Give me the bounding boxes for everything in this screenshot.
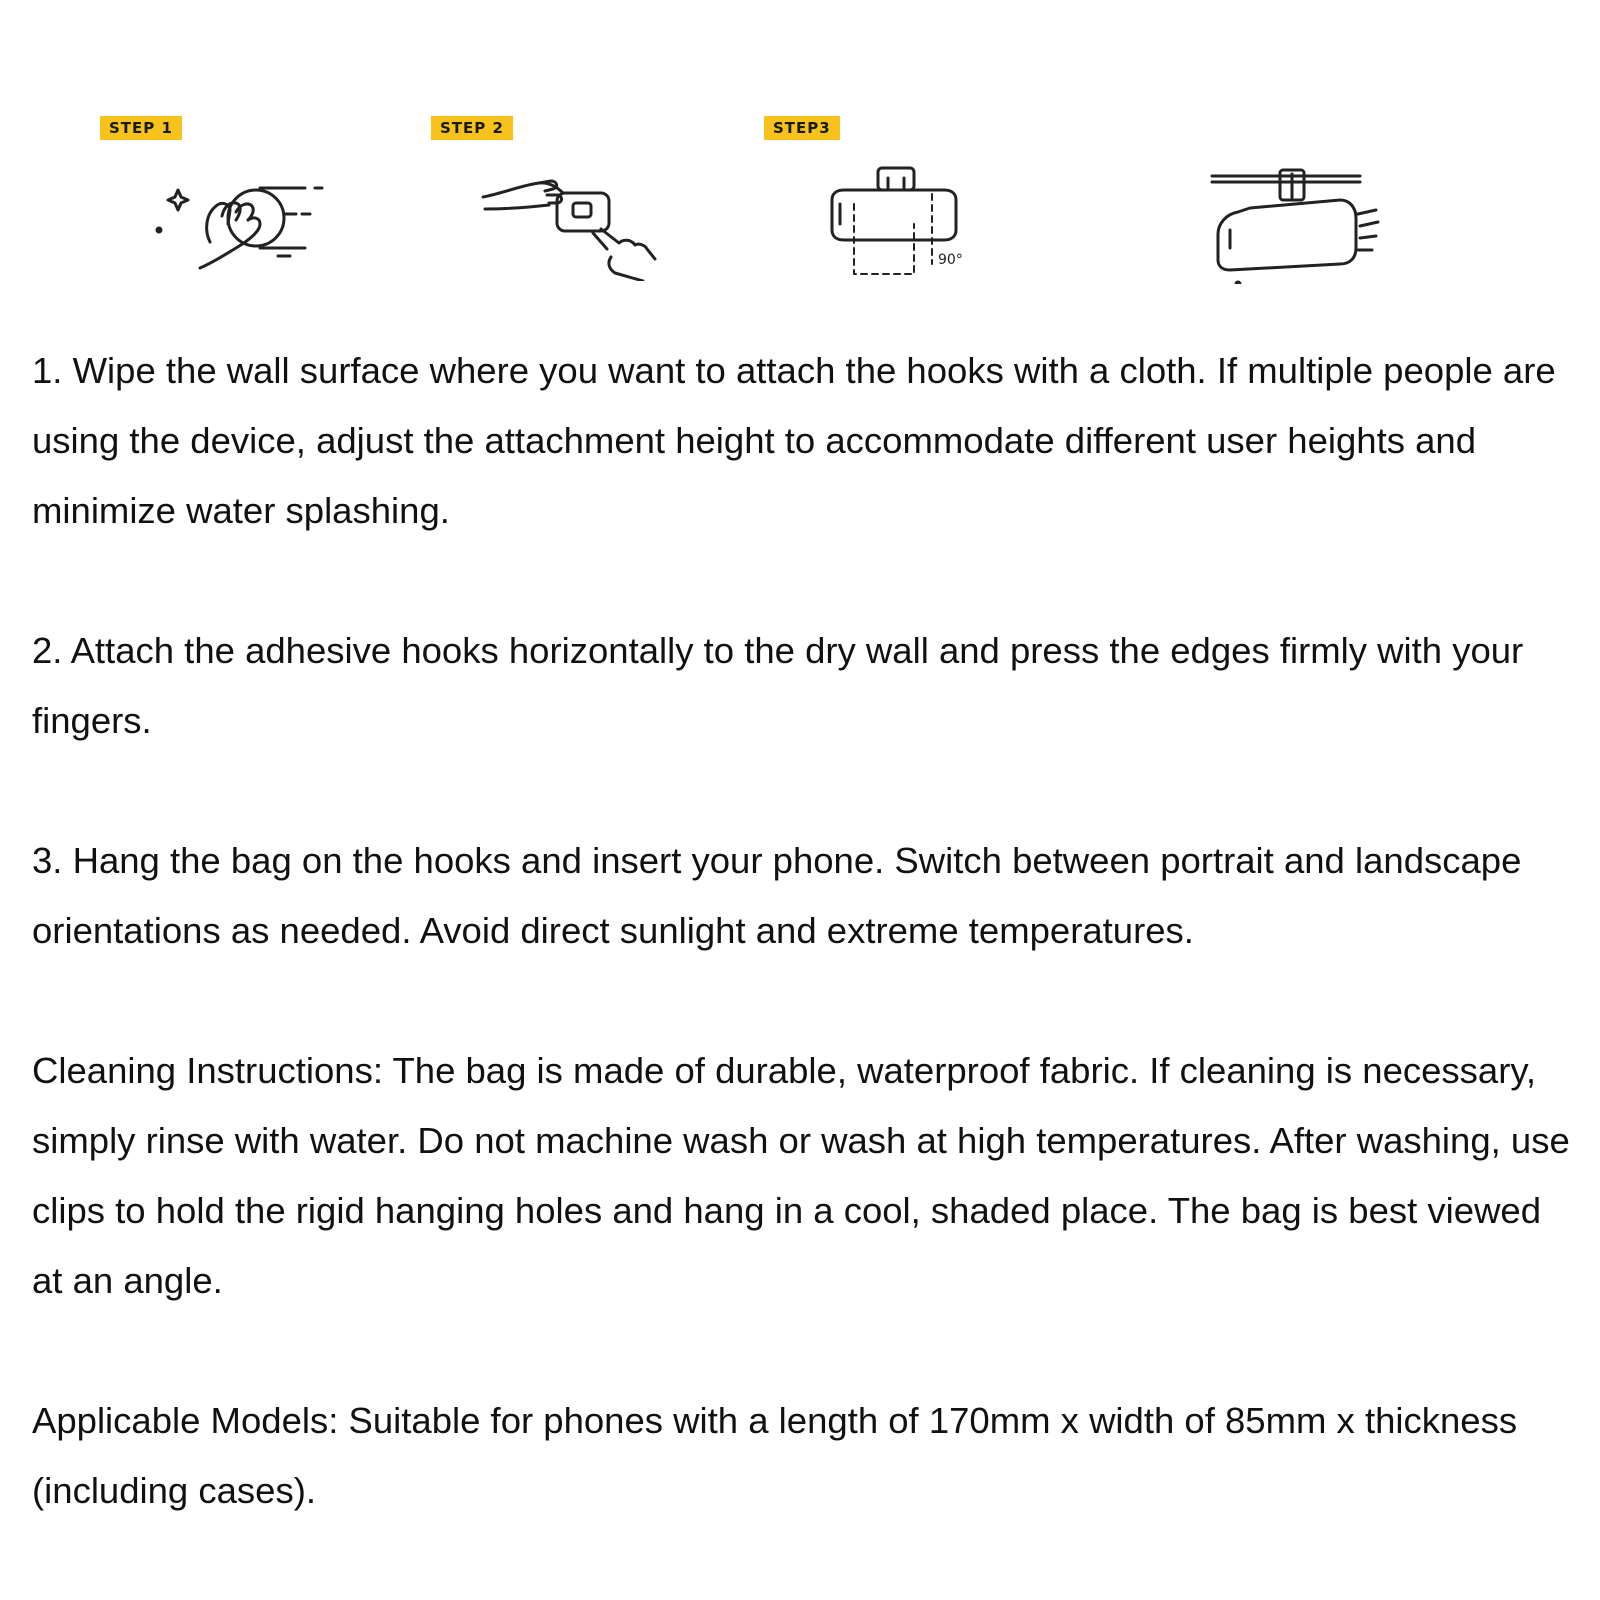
- spacer: [32, 756, 1577, 826]
- step-3: [764, 116, 1104, 296]
- step-1-badge: STEP 1: [100, 116, 182, 140]
- spacer: [32, 546, 1577, 616]
- rotation-angle-label: 90°: [938, 252, 963, 268]
- attach-hook-icon: [481, 171, 671, 281]
- step-2: [431, 116, 771, 296]
- applicable-models: Applicable Models: Suitable for phones with a length of 170mm x width of 85mm x thickness (including cases).: [32, 1400, 1518, 1511]
- step-2-badge: STEP 2: [431, 116, 513, 140]
- instruction-step-1: 1. Wipe the wall surface where you want to attach the hooks with a cloth. If multiple people are using the device, adjust the attachment height to accommodate different user heights and minimize water splashing.: [32, 350, 1556, 531]
- wipe-hand-icon: [150, 176, 330, 276]
- cleaning-instructions: Cleaning Instructions: The bag is made of durable, waterproof fabric. If cleaning is necessary, simply rinse with water. Do not machine wash or wash at high temperatures. After washing, use clips to hold the rigid hanging holes and hang in a cool, shaded place. The bag is best viewed at an angle.: [32, 1050, 1570, 1301]
- phone-bag-rotate-icon: [824, 164, 984, 294]
- spacer: [32, 1316, 1577, 1386]
- step-4: [1210, 116, 1550, 296]
- steps-row: [0, 0, 1600, 300]
- instruction-step-3: 3. Hang the bag on the hooks and insert your phone. Switch between portrait and landscape orientations as needed. Avoid direct sunlight and extreme temperatures.: [32, 840, 1522, 951]
- step-1: [100, 116, 440, 296]
- spacer: [32, 966, 1577, 1036]
- instructions: [32, 336, 1577, 1526]
- instruction-step-2: 2. Attach the adhesive hooks horizontally to the dry wall and press the edges firmly with your fingers.: [32, 630, 1524, 741]
- step-3-badge: STEP3: [764, 116, 840, 140]
- hanging-bag-icon: [1210, 164, 1390, 284]
